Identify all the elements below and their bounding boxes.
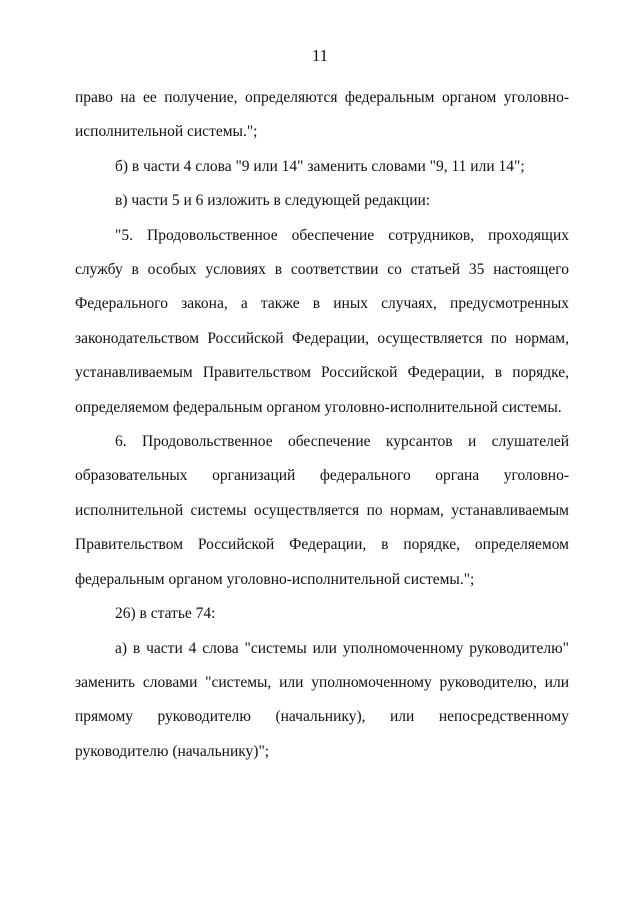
paragraph-amendment-b: б) в части 4 слова "9 или 14" заменить словами "9, 11 или 14"; bbox=[115, 157, 525, 175]
paragraph-continuation: право на ее получение, определяются федеральным органом уголовно-исполнительной системы."; bbox=[75, 89, 569, 141]
paragraph-part-5: "5. Продовольственное обеспечение сотрудников, проходящих службу в особых условиях в соответствии со статьей 35 настоящего Федерального закона, а также в иных случаях, предусмотренных законодательством Российской Федерации, осуществляется по нормам, устанавливаемым Правительством Российской Федерации, в порядке, определяемом федеральным органом уголовно-исполнительной системы. bbox=[75, 226, 569, 416]
paragraph-amendment-v: в) части 5 и 6 изложить в следующей редакции: bbox=[115, 192, 431, 210]
page-number: 11 bbox=[311, 46, 329, 65]
paragraph-item-26: 26) в статье 74: bbox=[115, 605, 216, 623]
paragraph-amendment-a: а) в части 4 слова "системы или уполномоченному руководителю" заменить словами "системы, или уполномоченному руководителю, или прямому руководителю (начальнику), или непосредственному руководителю (начальнику)"; bbox=[75, 639, 569, 760]
document-body bbox=[75, 81, 569, 769]
paragraph-part-6: 6. Продовольственное обеспечение курсантов и слушателей образовательных организаций федерального органа уголовно-исполнительной системы осуществляется по нормам, устанавливаемым Правительством Российской Федерации, в порядке, определяемом федеральным органом уголовно-исполнительной системы."; bbox=[75, 433, 569, 588]
